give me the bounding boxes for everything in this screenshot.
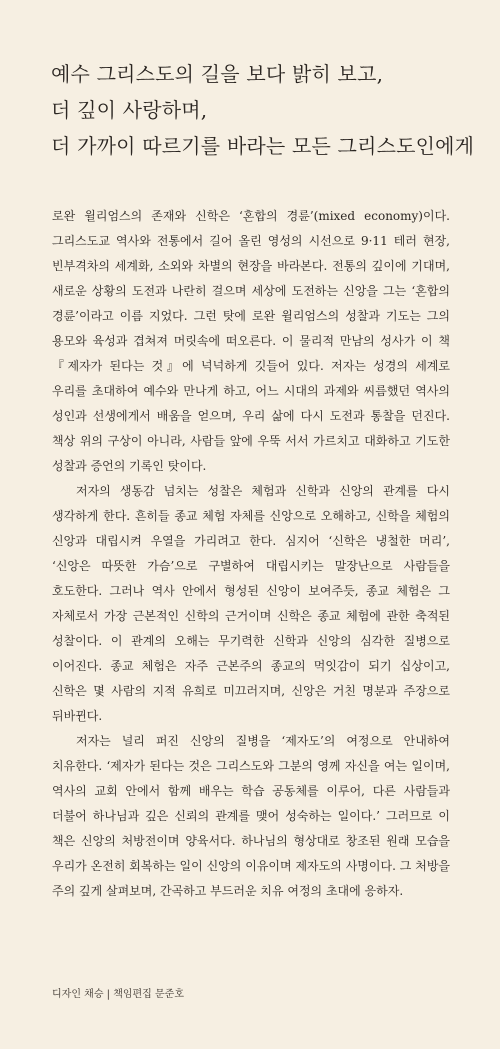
blurb-paragraph-2: 저자의 생동감 넘치는 성찰은 체험과 신학과 신앙의 관계를 다시 생각하게 한다. 흔히들 종교 체험 자체를 신앙으로 오해하고, 신학을 체험의 신앙과 대립시켜 우열을 가리려고 한다. 심지어 ‘신학은 냉철한 머리’, ‘신앙은 따뜻한 가슴’으로 구별하여 대립시키는 말장난으로 사람들을 호도한다. 그러나 역사 안에서 형성된 신앙이 보여주듯, 종교 체험은 그 자체로서 가장 근본적인 신학의 근거이며 신학은 종교 체험에 관한 축적된 성찰이다. 이 관계의 오해는 무기력한 신학과 신앙의 심각한 질병으로 이어진다. 종교 체험은 자주 근본주의 종교의 먹잇감이 되기 십상이고, 신학은 몇 사람의 지적 유희로 미끄러지며, 신앙은 거친 명분과 주장으로 뒤바뀐다. bbox=[52, 484, 450, 723]
headline-line-2: 더 깊이 사랑하며, bbox=[51, 98, 208, 122]
design-credits: 디자인 채승 | 책임편집 문준호 bbox=[52, 989, 185, 1000]
headline-line-1: 예수 그리스도의 길을 보다 밝히 보고, bbox=[51, 62, 384, 86]
blurb-body bbox=[52, 204, 450, 904]
headline-line-3: 더 가까이 따르기를 바라는 모든 그리스도인에게 bbox=[51, 134, 475, 158]
dedication-headline bbox=[51, 56, 475, 164]
blurb-paragraph-1: 로완 윌리엄스의 존재와 신학은 ‘혼합의 경륜’(mixed economy)이다. 그리스도교 역사와 전통에서 길어 올린 영성의 시선으로 9·11 테러 현장, 빈부격차의 세계화, 소외와 차별의 현장을 바라본다. 전통의 깊이에 기대며, 새로운 상황의 도전과 나란히 걸으며 세상에 도전하는 신앙을 그는 ‘혼합의 경륜’이라고 이름 지었다. 그런 탓에 로완 윌리엄스의 성찰과 기도는 그의 용모와 육성과 겹쳐져 머릿속에 떠오른다. 이 물리적 만남의 성사가 이 책 『제자가 된다는 것』에 넉넉하게 깃들어 있다. 저자는 성경의 세계로 우리를 초대하여 예수와 만나게 하고, 어느 시대의 과제와 씨름했던 역사의 성인과 선생에게서 배움을 얻으며, 우리 삶에 다시 도전과 통찰을 던진다. 책상 위의 구상이 아니라, 사람들 앞에 우뚝 서서 가르치고 대화하고 기도한 성찰과 증언의 기록인 탓이다. bbox=[52, 209, 450, 473]
blurb-paragraph-3: 저자는 널리 퍼진 신앙의 질병을 ‘제자도’의 여정으로 안내하여 치유한다. ‘제자가 된다는 것은 그리스도와 그분의 영께 자신을 여는 일이며, 역사의 교회 안에서 함께 배우는 학습 공동체를 이루어, 다른 사람들과 더불어 하나님과 깊은 신뢰의 관계를 맺어 성숙하는 일이다.’ 그러므로 이 책은 신앙의 처방전이며 양육서다. 하나님의 형상대로 창조된 원래 모습을 우리가 온전히 회복하는 일이 신앙의 이유이며 제자도의 사명이다. 그 처방을 주의 깊게 살펴보며, 간곡하고 부드러운 치유 여정의 초대에 응하자. bbox=[52, 734, 450, 898]
